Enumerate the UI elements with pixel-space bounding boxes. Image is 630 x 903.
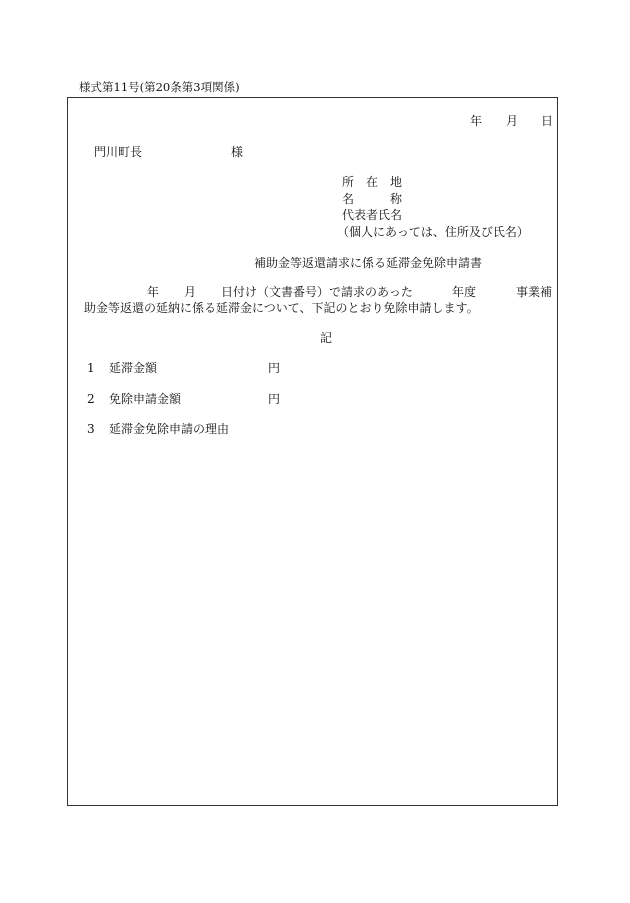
document-title: 補助金等返還請求に係る延滞金免除申請書 bbox=[254, 256, 483, 270]
location-label: 所 在 地 bbox=[342, 175, 403, 189]
body-day-text: 日付け（文書番号）で請求のあった bbox=[221, 285, 413, 299]
addressee-name: 門川町長 bbox=[94, 145, 143, 159]
body-line-2: 助金等返還の延納に係る延滞金について、下記のとおり免除申請します。 bbox=[84, 301, 479, 315]
date-day: 日 bbox=[541, 114, 554, 128]
date-year: 年 bbox=[470, 114, 483, 128]
representative-label: 代表者氏名 bbox=[342, 208, 403, 222]
form-number: 様式第11号(第20条第3項関係) bbox=[79, 80, 240, 94]
name-label: 名 称 bbox=[342, 192, 403, 206]
item-label: 延滞金額 bbox=[109, 361, 158, 375]
addressee-honorific: 様 bbox=[231, 145, 244, 159]
item-unit: 円 bbox=[268, 361, 281, 375]
date-month: 月 bbox=[506, 114, 519, 128]
body-month: 月 bbox=[184, 285, 197, 299]
item-unit: 円 bbox=[268, 392, 281, 406]
body-fiscal-year: 年度 bbox=[452, 285, 477, 299]
form-frame bbox=[67, 97, 558, 806]
body-project: 事業補 bbox=[516, 285, 553, 299]
item-number: 1 bbox=[87, 361, 95, 375]
body-year: 年 bbox=[147, 285, 160, 299]
item-label: 延滞金免除申請の理由 bbox=[109, 422, 230, 436]
item-label: 免除申請金額 bbox=[109, 392, 182, 406]
item-number: 3 bbox=[87, 422, 95, 436]
individual-note: （個人にあっては、住所及び氏名） bbox=[337, 225, 529, 239]
item-number: 2 bbox=[87, 392, 95, 406]
ki-marker: 記 bbox=[320, 331, 333, 345]
